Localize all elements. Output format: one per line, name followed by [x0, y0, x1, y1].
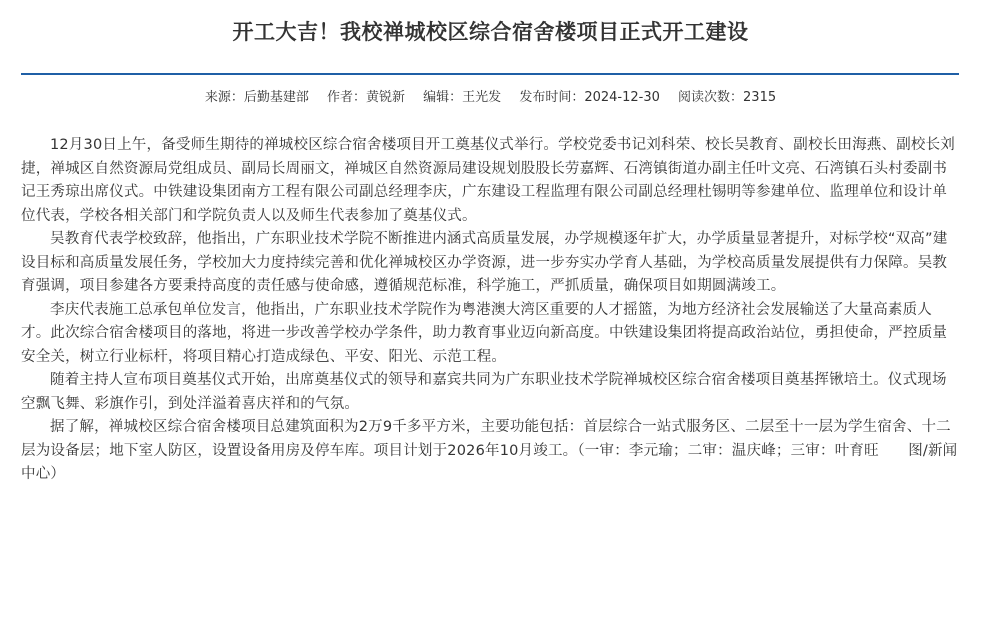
- article-meta: [0, 86, 981, 110]
- meta-views: 阅读次数：2315: [678, 90, 777, 105]
- meta-source: 来源：后勤基建部: [204, 90, 309, 105]
- paragraph: 12月30日上午，备受师生期待的禅城校区综合宿舍楼项目开工奠基仪式举行。学校党委书记刘科荣、校长吴教育、副校长田海燕、副校长刘捷，禅城区自然资源局党组成员、副局长周丽文，禅城区自然资源局建设规划股股长劳嘉辉、石湾镇街道办副主任叶文亮、石湾镇石头村委副书记王秀琼出席仪式。中铁建设集团南方工程有限公司副总经理李庆，广东建设工程监理有限公司副总经理杜锡明等参建单位、监理单位和设计单位代表，学校各相关部门和学院负责人以及师生代表参加了奠基仪式。: [21, 137, 955, 224]
- paragraph: 随着主持人宣布项目奠基仪式开始，出席奠基仪式的领导和嘉宾共同为广东职业技术学院禅城校区综合宿舍楼项目奠基挥锹培土。仪式现场空飘飞舞、彩旗作引，到处洋溢着喜庆祥和的气氛。: [21, 372, 947, 412]
- meta-author: 作者：黄锐新: [327, 90, 406, 105]
- meta-published: 发布时间：2024-12-30: [519, 90, 660, 105]
- paragraph: 据了解，禅城校区综合宿舍楼项目总建筑面积为2万9千多平方米，主要功能包括：首层综合一站式服务区、二层至十一层为学生宿舍、十二层为设备层；地下室人防区，设置设备用房及停车库。项目计划于2026年10月竣工。（一审：李元瑜；二审：温庆峰；三审：叶育旺 图/新闻中心）: [21, 419, 958, 482]
- meta-editor: 编辑：王光发: [423, 90, 502, 105]
- paragraph: 李庆代表施工总承包单位发言，他指出，广东职业技术学院作为粤港澳大湾区重要的人才摇篮，为地方经济社会发展输送了大量高素质人才。此次综合宿舍楼项目的落地，将进一步改善学校办学条件，助力教育事业迈向新高度。中铁建设集团将提高政治站位，勇担使命，严控质量安全关，树立行业标杆，将项目精心打造成绿色、平安、阳光、示范工程。: [21, 301, 948, 365]
- paragraph: 吴教育代表学校致辞，他指出，广东职业技术学院不断推进内涵式高质量发展，办学规模逐年扩大，办学质量显著提升，对标学校“双高”建设目标和高质量发展任务，学校加大力度持续完善和优化禅城校区办学资源，进一步夯实办学育人基础，为学校高质量发展提供有力保障。吴教育强调，项目参建各方要秉持高度的责任感与使命感，遵循规范标准，科学施工，严抓质量，确保项目如期圆满竣工。: [21, 231, 948, 294]
- article-title: 开工大吉！我校禅城校区综合宿舍楼项目正式开工建设: [232, 19, 749, 44]
- title-divider: [21, 73, 959, 75]
- article-body: [21, 134, 961, 487]
